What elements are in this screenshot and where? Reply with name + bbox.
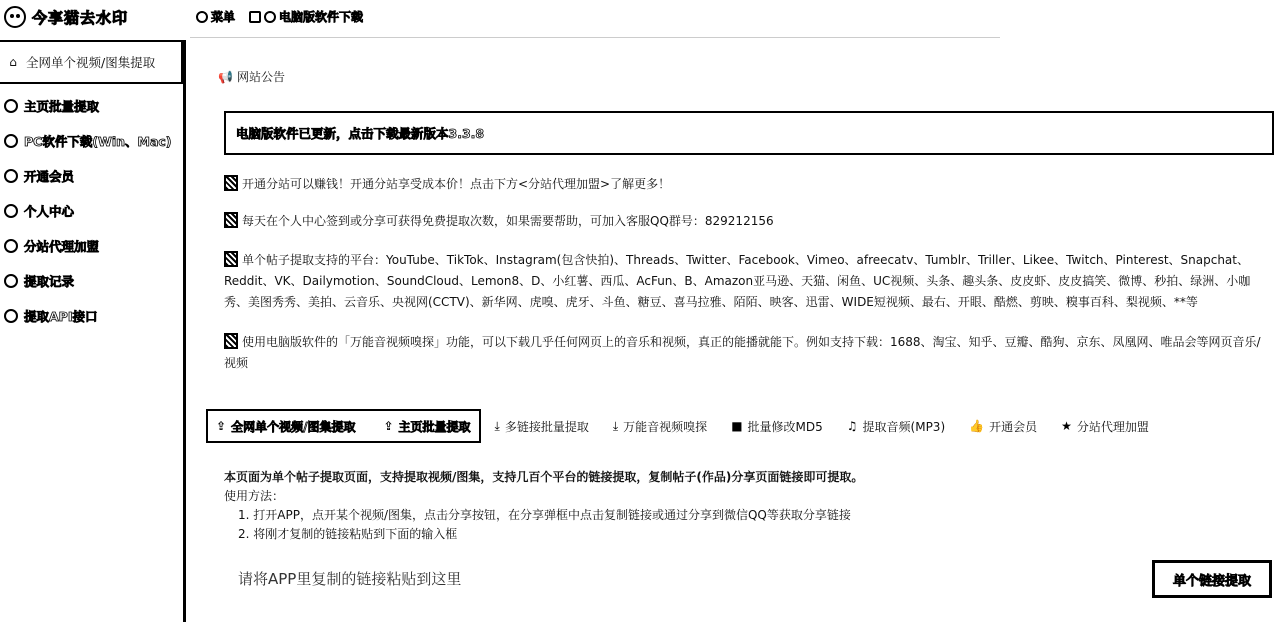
star-icon: ★ — [1061, 419, 1072, 433]
pc-download-link[interactable] — [249, 8, 363, 25]
tab-audio[interactable] — [847, 418, 945, 435]
top-bar — [0, 0, 1280, 38]
tab-multi-link[interactable] — [495, 418, 589, 435]
tab-md5[interactable] — [731, 418, 823, 435]
logo-text: 今享猫去水印 — [32, 8, 129, 27]
tab-label: 提取音频(MP3) — [862, 419, 946, 434]
notice-title — [218, 68, 285, 85]
tab-label: 分站代理加盟 — [1076, 419, 1149, 434]
sidebar-item-batch-extract[interactable] — [0, 88, 183, 123]
notice-paragraph — [224, 250, 1264, 313]
sidebar-item-label: 分站代理加盟 — [24, 238, 100, 254]
user-icon — [4, 99, 18, 113]
usage-description — [224, 468, 863, 544]
notice-icon — [224, 251, 238, 267]
download-icon: ⤓ — [494, 418, 500, 433]
menu-link-label: 菜单 — [211, 10, 236, 24]
menu-icon — [196, 11, 208, 23]
notice-paragraph — [224, 332, 1264, 374]
sidebar-item-pc-download[interactable] — [0, 123, 183, 158]
notice-paragraph — [224, 211, 1264, 232]
music-icon: ♫ — [846, 419, 858, 433]
sidebar-item-label: 主页批量提取 — [24, 98, 100, 114]
tab-single-extract[interactable] — [216, 418, 355, 435]
notice-text: 开通分站可以赚钱！开通分站享受成本价！点击下方<分站代理加盟>了解更多！ — [242, 177, 671, 191]
pc-download-label: 电脑版软件下载 — [279, 10, 364, 24]
sidebar-item-single-extract[interactable] — [0, 40, 183, 84]
tab-label: 开通会员 — [989, 419, 1038, 434]
upload-icon: ⇪ — [383, 419, 394, 433]
usage-step: 1. 打开APP，点开某个视频/图集，点击分享按钮，在分享弹框中点击复制链接或通过分享到微信QQ等获取分享链接 — [238, 508, 851, 522]
megaphone-icon: 📢 — [218, 69, 233, 84]
link-input[interactable] — [224, 562, 1124, 596]
announcement-banner[interactable] — [224, 111, 1274, 155]
active-tab-group — [206, 409, 481, 443]
notice-icon — [224, 175, 238, 191]
tab-label: 主页批量提取 — [398, 419, 471, 434]
intro-text: 本页面为单个帖子提取页面，支持提取视频/图集，支持几百个平台的链接提取，复制帖子(作品)分享页面链接即可提取。 — [224, 470, 864, 484]
extract-button[interactable]: 单个链接提取 — [1152, 560, 1272, 598]
sidebar-item-api[interactable] — [0, 298, 183, 333]
sidebar-item-membership[interactable] — [0, 158, 183, 193]
announcement-link[interactable]: 电脑版软件已更新，点击下载最新版本3.3.8 — [236, 126, 485, 141]
header-divider — [190, 37, 1000, 38]
sidebar-item-label: 提取记录 — [24, 273, 75, 289]
usage-title: 使用方法： — [224, 489, 285, 503]
notice-text: 使用电脑版软件的「万能音视频嗅探」功能，可以下载几乎任何网页上的音乐和视频，真正的能播就能下。例如支持下载：1688、淘宝、知乎、豆瓣、酷狗、京东、凤凰网、唯品会等网页音乐/视频 — [224, 335, 1261, 370]
gear-icon — [4, 239, 18, 253]
sidebar-item-agency[interactable] — [0, 228, 183, 263]
tab-label: 全网单个视频/图集提取 — [231, 419, 356, 434]
notice-text: 每天在个人中心签到或分享可获得免费提取次数，如果需要帮助，可加入客服QQ群号：829212156 — [242, 214, 774, 228]
notice-text: 单个帖子提取支持的平台：YouTube、TikTok、Instagram(包含快拍)、Threads、Twitter、Facebook、Vimeo、afreecatv、Tumblr、Triller、Likee、Twitch、Pinterest、Snapchat、Reddit、VK、Dailymotion、SoundCloud、Lemon8、D、小红薯、西瓜、AcFun、B、Amazon亚马逊、天猫、闲鱼、UC视频、头条、趣头条、皮皮虾、皮皮搞笑、微博、秒拍、绿洲、小咖秀、美图秀秀、美拍、云音乐、央视网(CCTV)、新华网、虎嗅、虎牙、斗鱼、糖豆、喜马拉雅、陌陌、映客、迅雷、WIDE短视频、最右、开眼、酷燃、剪映、糗事百科、梨视频、**等 — [224, 253, 1251, 309]
usage-steps — [238, 506, 863, 544]
tab-label: 多链接批量提取 — [504, 419, 589, 434]
notice-icon — [224, 333, 238, 349]
sidebar — [0, 40, 186, 622]
sidebar-item-label: PC软件下载(Win、Mac) — [24, 133, 172, 149]
sidebar-item-label: 全网单个视频/图集提取 — [26, 55, 156, 70]
notice-title-text: 网站公告 — [236, 70, 285, 84]
menu-link[interactable] — [196, 8, 235, 25]
video-icon: ■ — [731, 419, 743, 433]
thumbs-up-icon — [4, 169, 18, 183]
thumbs-up-icon: 👍 — [969, 419, 985, 433]
home-icon: ⌂ — [9, 55, 17, 69]
main-content — [190, 40, 1280, 622]
download-icon: ⤓ — [612, 418, 619, 433]
logo[interactable] — [4, 4, 128, 30]
sidebar-item-label: 提取API接口 — [24, 308, 98, 324]
eye-icon — [4, 274, 18, 288]
top-nav — [196, 8, 363, 25]
cat-logo-icon — [4, 6, 26, 28]
upload-icon: ⇪ — [216, 419, 227, 433]
download-icon — [264, 11, 276, 23]
feature-tabs — [206, 408, 1149, 444]
tab-label: 批量修改MD5 — [747, 419, 823, 434]
notice-icon — [224, 212, 238, 228]
notice-paragraph — [224, 174, 1264, 195]
sidebar-item-history[interactable] — [0, 263, 183, 298]
sidebar-item-label: 开通会员 — [24, 168, 75, 184]
sidebar-item-label: 个人中心 — [24, 203, 75, 219]
tab-batch-extract[interactable] — [383, 418, 470, 435]
tab-label: 万能音视频嗅探 — [623, 419, 708, 434]
download-icon — [249, 11, 261, 23]
tab-sniffer[interactable] — [613, 418, 707, 435]
monitor-icon — [4, 134, 18, 148]
sidebar-item-profile[interactable] — [0, 193, 183, 228]
tab-membership[interactable] — [969, 418, 1037, 435]
person-icon — [4, 204, 18, 218]
tab-agency[interactable] — [1061, 418, 1149, 435]
api-icon — [4, 309, 18, 323]
usage-step: 2. 将刚才复制的链接粘贴到下面的输入框 — [238, 527, 458, 541]
